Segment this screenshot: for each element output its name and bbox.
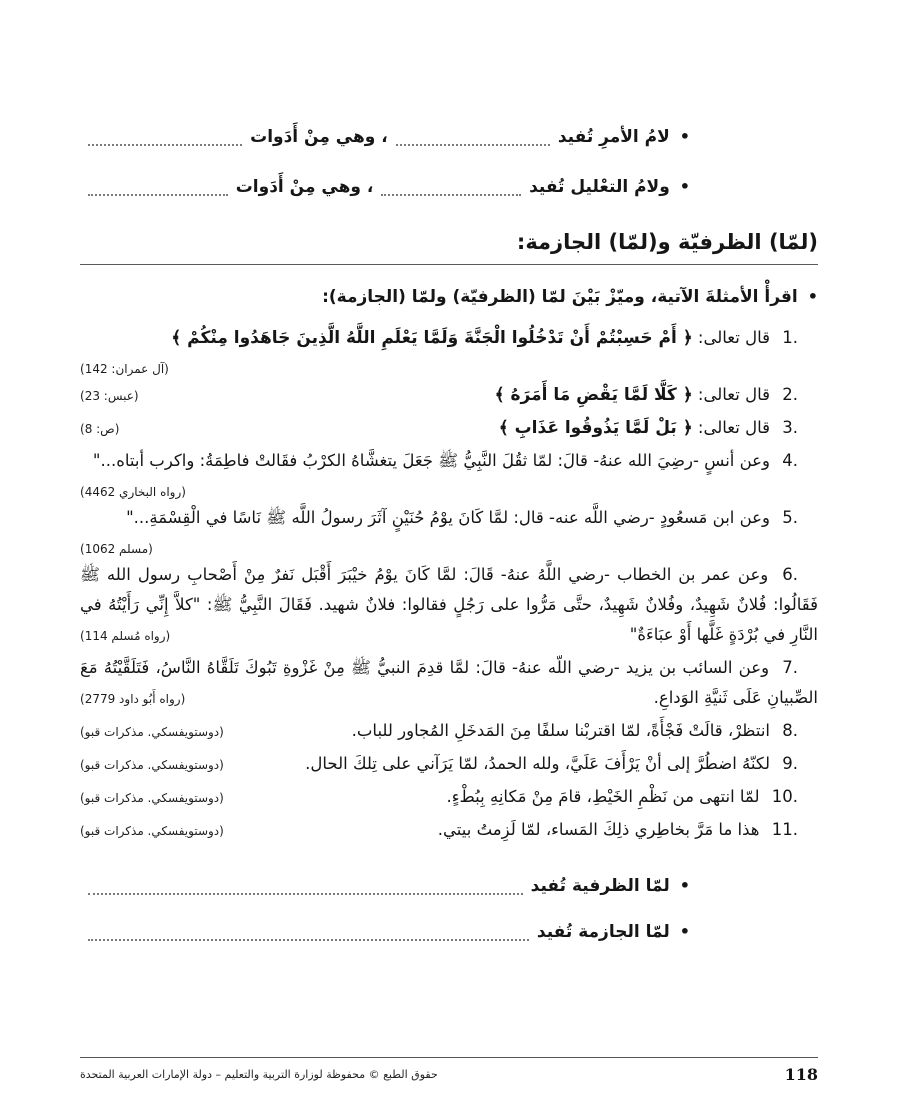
item-citation: (دوستويفسكي. مذكرات قبو) [80, 824, 224, 838]
item-text: وعن أنسٍ -رضِيَ الله عنهُ- قالَ: لمّا ثقُلَ النَّبِيُّ ﷺ جَعَلَ يتغشَّاهُ الكرْبُ فقَالتْ فاطِمَةُ: واكرب أبتاه..." [92, 451, 770, 470]
item-text: لكنّهُ اضطُرَّ إلى أنْ يَرْأَفَ عَلَيَّ، ولله الحمدُ، لمّا يَرَآني على تِلكَ الحال. [305, 754, 770, 773]
dotted-blank [381, 194, 521, 196]
conclusion-fills [80, 871, 818, 947]
item-text: وعن ابن مَسعُودٍ -رضي اللَّه عنه- قال: لمَّا كَانَ يوْمُ حُنَيْنٍ آثَرَ رسولُ اللَّه ﷺ نَاسًا في الْقِسْمَةِ..." [126, 508, 770, 527]
item-citation: (دوستويفسكي. مذكرات قبو) [80, 791, 224, 805]
example-item [80, 782, 818, 812]
item-citation: (عبس: 23) [80, 389, 139, 403]
item-citation: (رواه البخاري 4462) [80, 485, 186, 499]
bullet-icon [680, 917, 690, 947]
fill-line-lam-taalil [80, 172, 690, 202]
fill-line-lamma-dharfiyya [80, 871, 690, 901]
item-citation: (رواه مُسلم 114) [80, 629, 171, 643]
item-number: 4. [782, 451, 798, 470]
bullet-icon [808, 283, 818, 311]
fill-label-pre: ولامُ التعْليل تُفيد [529, 177, 670, 197]
section-heading: (لمّا) الظرفيّة و(لمّا) الجازمة: [516, 230, 818, 254]
item-citation: (آل عمران: 142) [80, 362, 169, 376]
fill-label-post: ، وهي مِنْ أَدَوات [235, 177, 374, 197]
item-text: وعن عمر بن الخطاب -رضي اللَّهُ عنهُ- قَالَ: لمَّا كَانَ يوْمُ خيْبَرَ أَقْبَل نَفرٌ مِنْ أَصْحابِ رسول الله ﷺ فَقَالُوا: فُلانٌ شَهِيدٌ، وفُلانٌ شَهِيدٌ، حتَّى مَرُّوا على رَجُلٍ فقالوا: فلانٌ شهيد. فَقَالَ النَّبِيُّ ﷺ: "كلاَّ إِنِّي رَأَيْتُهُ في النَّارِ في بُرْدَةٍ غَلَّها أَوْ عبَاءَةٌ" [80, 565, 818, 644]
example-item [80, 749, 818, 779]
example-item [80, 653, 818, 713]
heading-divider [80, 264, 818, 265]
item-number: 5. [782, 508, 798, 527]
page-footer [80, 1057, 818, 1084]
page-number: 118 [784, 1065, 818, 1084]
item-number: 1. [782, 328, 798, 347]
item-citation: (دوستويفسكي. مذكرات قبو) [80, 758, 224, 772]
item-intro: قال تعالى: [697, 418, 770, 437]
dotted-blank [88, 893, 523, 895]
item-text: هذا ما مَرَّ بخاطِري ذلِكَ المَساء، لمّا لَزِمتُ بيتي. [437, 820, 760, 839]
example-item [80, 380, 818, 410]
item-number: 8. [782, 721, 798, 740]
dotted-blank [88, 194, 228, 196]
item-number: 7. [782, 658, 798, 677]
item-intro: قال تعالى: [697, 328, 770, 347]
quran-verse: ﴿ كَلَّا لَمَّا يَقْضِ مَا أَمَرَهُ ﴾ [494, 385, 693, 405]
item-citation: (ص: 8) [80, 422, 120, 436]
bullet-icon [680, 122, 690, 152]
item-intro: قال تعالى: [697, 385, 770, 404]
item-citation: (مسلم 1062) [80, 542, 153, 556]
fill-label-pre: لمّا الظرفية تُفيد [530, 876, 670, 896]
item-number: 9. [782, 754, 798, 773]
instruction-line [80, 283, 818, 311]
dotted-blank [88, 939, 529, 941]
item-number: 3. [782, 418, 798, 437]
fill-line-lam-amr [80, 122, 690, 152]
quran-verse: ﴿ أَمْ حَسِبْتُمْ أَنْ تَدْخُلُوا الْجَنَّةَ وَلَمَّا يَعْلَمِ اللَّهُ الَّذِينَ جَاهَدُوا مِنْكُمْ ﴾ [171, 328, 693, 348]
dotted-blank [88, 144, 242, 146]
fill-label-pre: لمّا الجازمة تُفيد [536, 922, 670, 942]
quran-verse: ﴿ بَلْ لَمَّا يَذُوقُوا عَذَابِ ﴾ [498, 418, 693, 438]
bullet-icon [680, 172, 690, 202]
item-number: 6. [782, 565, 798, 584]
example-item [80, 560, 818, 650]
instruction-text: اقرأْ الأمثلةَ الآتية، وميّزْ بَيْنَ لمّا (الظرفيّة) ولمّا (الجازمة): [322, 287, 798, 307]
fill-label-pre: لامُ الأمرِ تُفيد [557, 127, 670, 147]
bullet-icon [680, 871, 690, 901]
item-text: انتظرْ، قالَتْ فَجْأَةً، لمّا اقتربْنا سلفًا مِنَ المَدخَلِ المُجاور للباب. [351, 721, 770, 740]
item-text: لمّا انتهى من نَظْمِ الخَيْطِ، قامَ مِنْ مَكانِهِ بِبُطْءٍ. [446, 787, 760, 806]
example-item [80, 716, 818, 746]
fill-line-lamma-jazima [80, 917, 690, 947]
example-item [80, 413, 818, 443]
fill-label-post: ، وهي مِنْ أَدَوات [250, 127, 388, 147]
example-item [80, 815, 818, 845]
item-number: 11. [771, 820, 798, 839]
example-item [80, 446, 818, 500]
item-citation: (رواه أَبُو داود 2779) [80, 692, 186, 706]
item-citation: (دوستويفسكي. مذكرات قبو) [80, 725, 224, 739]
copyright-text: حقوق الطبع © محفوظة لوزارة التربية والتعليم – دولة الإمارات العربية المتحدة [80, 1068, 438, 1081]
examples-list [80, 323, 818, 845]
item-text: وعن السائب بن يزيد -رضي اللّه عنهُ- قالَ: لمَّا قدِمَ النبيُّ ﷺ مِنْ غَزْوةِ تَبُوكَ تَلَقَّاهُ النَّاسُ، فَتَلَقَّيْتُهُ مَعَ الصِّبيانِ عَلَى ثَنيَّةِ الوَداعِ. [80, 658, 818, 707]
example-item [80, 503, 818, 557]
dotted-blank [396, 144, 550, 146]
item-number: 2. [782, 385, 798, 404]
example-item [80, 323, 818, 377]
item-number: 10. [771, 787, 798, 806]
